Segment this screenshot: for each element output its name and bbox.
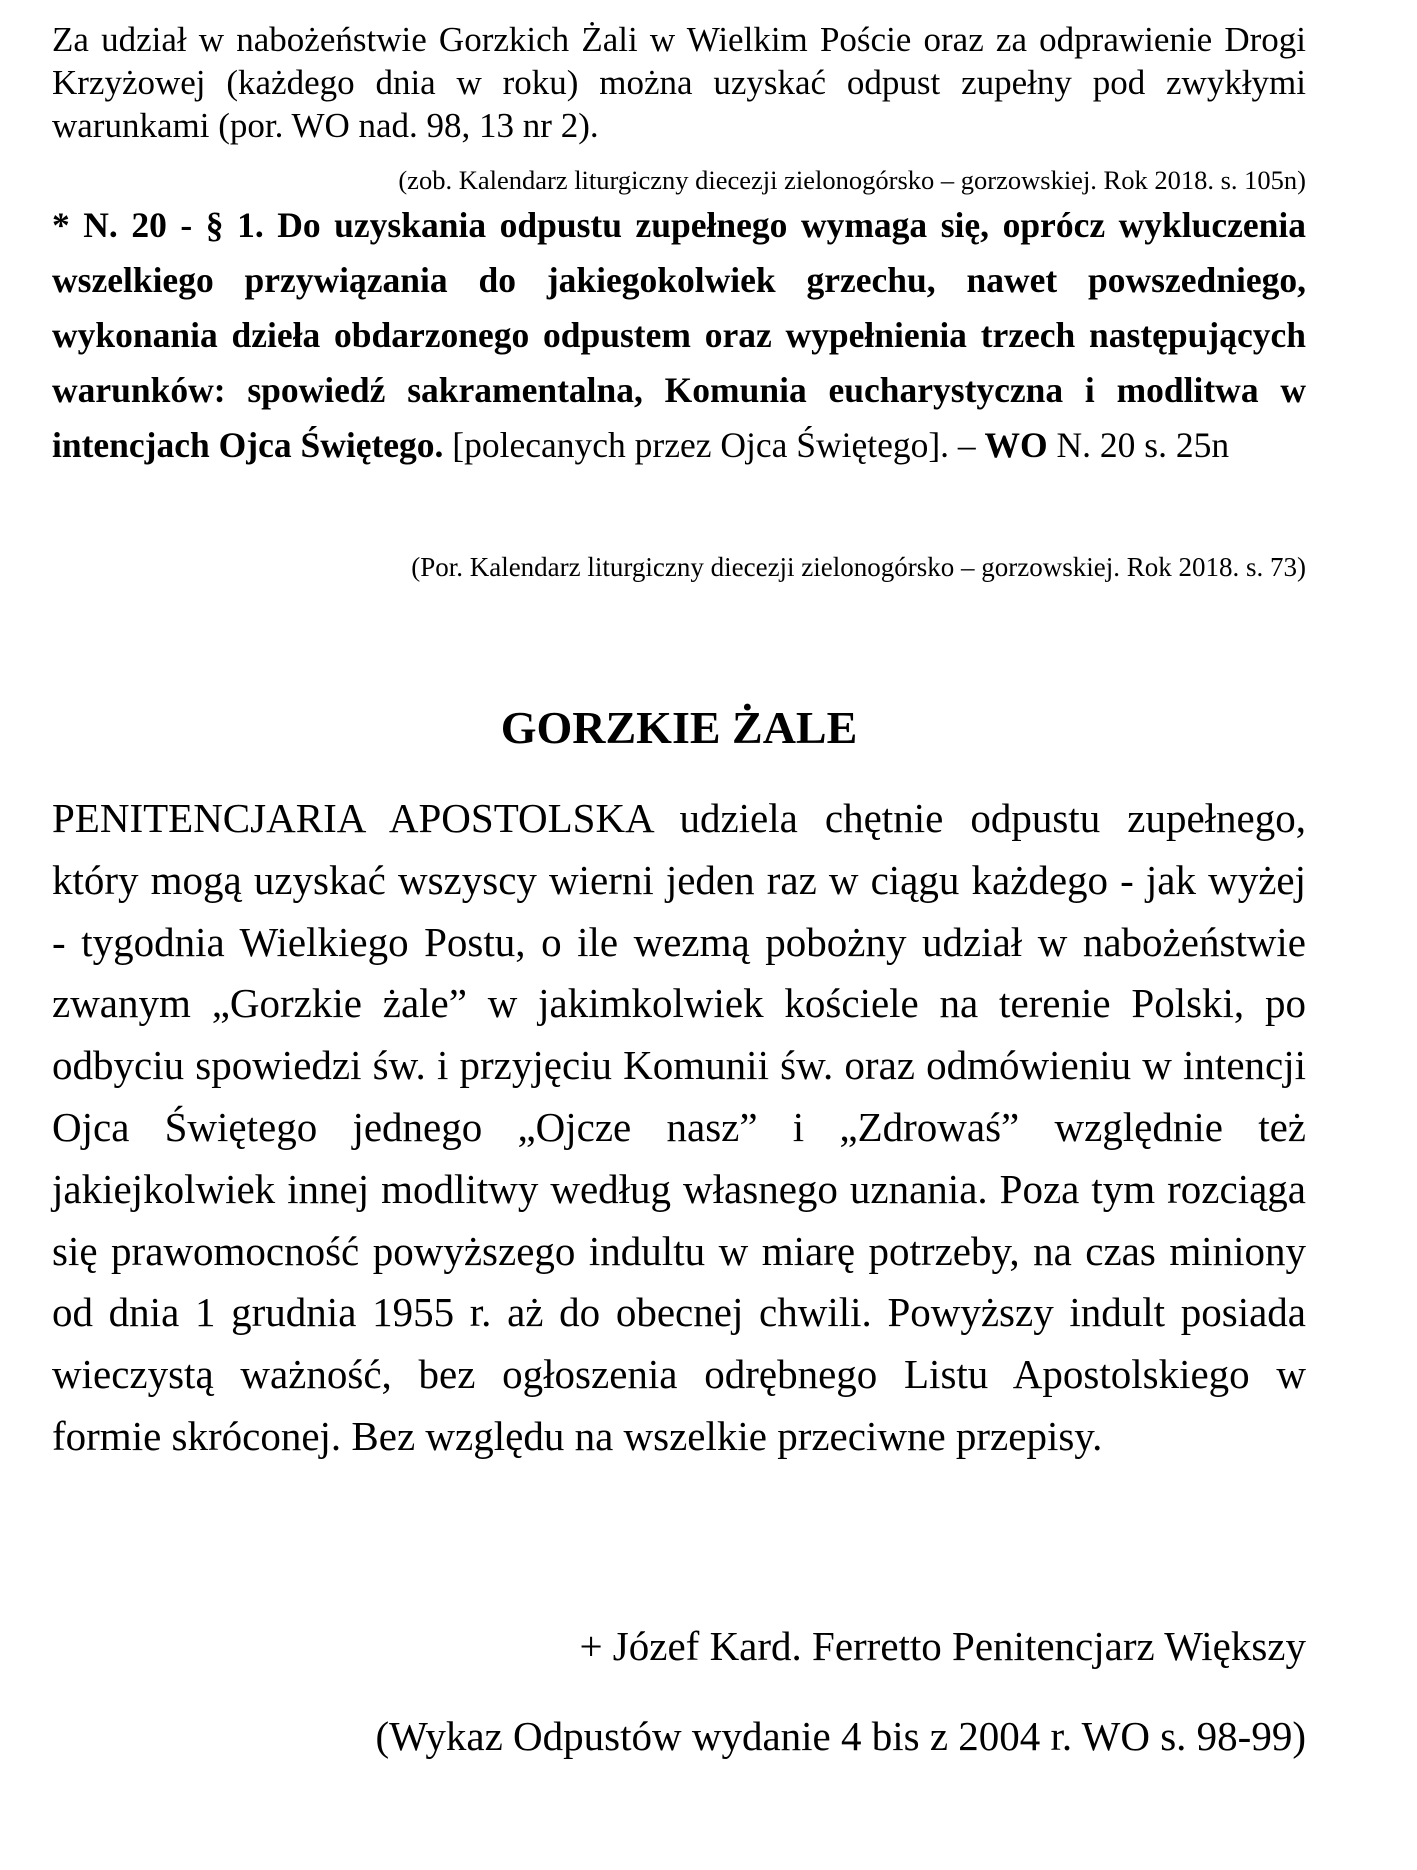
norm-plain-text: [polecanych przez Ojca Świętego]. – [443,425,985,465]
signature: + Józef Kard. Ferretto Penitencjarz Większy [579,1623,1306,1669]
intro-paragraph: Za udział w nabożeństwie Gorzkich Żali w Wielkim Poście oraz za odprawienie Drogi Krzyżowej (każdego dnia w roku) można uzyskać odpust zupełny pod zwykłymi warunkami (por. WO nad. 98, 13 nr 2). [52,20,1306,145]
norm-bold-text: * N. 20 - § 1. Do uzyskania odpustu zupełnego wymaga się, oprócz wykluczenia wszelkiego przywiązania do jakiegokolwiek grzechu, nawet powszedniego, wykonania dzieła obdarzonego odpustem oraz wypełnienia trzech następujących warunków: spowiedź sakramentalna, Komunia eucharystyczna i modlitwa w intencjach Ojca Świętego. [52,205,1306,465]
section-title: GORZKIE ŻALE [500,702,858,753]
norm-reference: N. 20 s. 25n [1047,425,1230,465]
intro-citation: (zob. Kalendarz liturgiczny diecezji zielonogórsko – gorzowskiej. Rok 2018. s. 105n) [398,165,1306,195]
source-citation: (Wykaz Odpustów wydanie 4 bis z 2004 r. WO s. 98-99) [375,1713,1306,1759]
norm-wo-label: WO [984,425,1048,465]
norm-citation: (Por. Kalendarz liturgiczny diecezji zielonogórsko – gorzowskiej. Rok 2018. s. 73) [411,552,1306,582]
norm-paragraph [52,198,1306,473]
main-paragraph: PENITENCJARIA APOSTOLSKA udziela chętnie odpustu zupełnego, który mogą uzyskać wszyscy wierni jeden raz w ciągu każdego - jak wyżej - tygodnia Wielkiego Postu, o ile wezmą pobożny udział w nabożeństwie zwanym „Gorzkie żale” w jakimkolwiek kościele na terenie Polski, po odbyciu spowiedzi św. i przyjęciu Komunii św. oraz odmówieniu w intencji Ojca Świętego jednego „Ojcze nasz” i „Zdrowaś” względnie też jakiejkolwiek innej modlitwy według własnego uznania. Poza tym rozciąga się prawomocność powyższego indultu w miarę potrzeby, na czas miniony od dnia 1 grudnia 1955 r. aż do obecnej chwili. Powyższy indult posiada wieczystą ważność, bez ogłoszenia odrębnego Listu Apostolskiego w formie skróconej. Bez względu na wszelkie przeciwne przepisy. [52,795,1306,1459]
